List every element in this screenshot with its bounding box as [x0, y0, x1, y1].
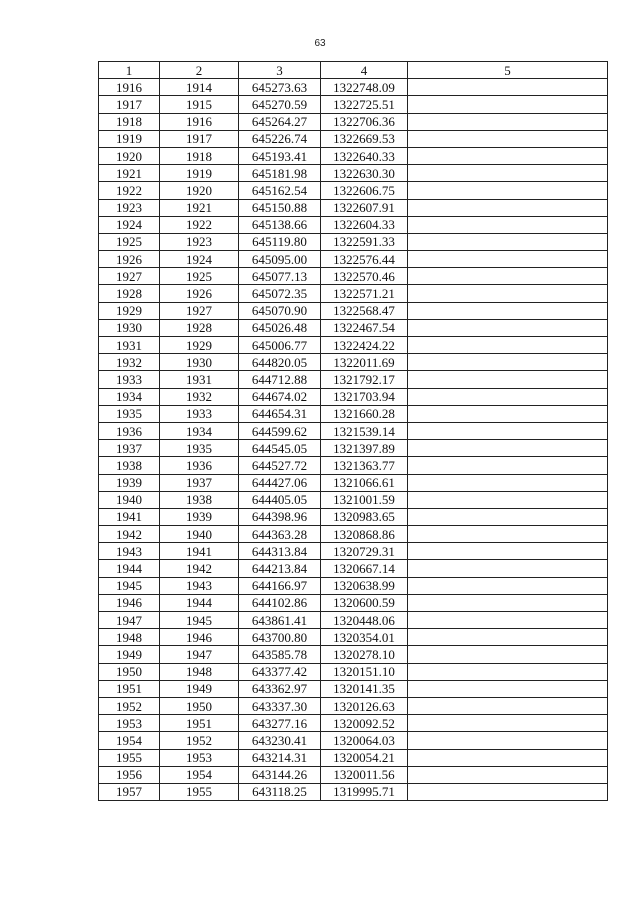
table-row: [99, 165, 608, 182]
table-cell-col-5: [408, 216, 608, 233]
table-cell-col-4: 1319995.71: [321, 783, 408, 800]
column-header-4: 4: [321, 62, 408, 79]
table-cell-col-3: 645077.13: [239, 268, 321, 285]
table-cell-col-1: 1949: [99, 646, 160, 663]
table-row: [99, 560, 608, 577]
table-cell-col-4: 1320011.56: [321, 766, 408, 783]
table-cell-col-4: 1322669.53: [321, 130, 408, 147]
table-cell-col-4: 1320667.14: [321, 560, 408, 577]
table-cell-col-1: 1922: [99, 182, 160, 199]
table-cell-col-3: 645264.27: [239, 113, 321, 130]
table-cell-col-2: 1944: [160, 594, 239, 611]
table-cell-col-5: [408, 766, 608, 783]
table-cell-col-3: 644102.86: [239, 594, 321, 611]
table-row: [99, 337, 608, 354]
table-cell-col-4: 1321363.77: [321, 457, 408, 474]
table-cell-col-2: 1914: [160, 79, 239, 96]
table-cell-col-1: 1918: [99, 113, 160, 130]
table-cell-col-5: [408, 285, 608, 302]
table-cell-col-3: 644545.05: [239, 440, 321, 457]
table-row: [99, 268, 608, 285]
table-cell-col-4: 1320092.52: [321, 715, 408, 732]
table-cell-col-5: [408, 233, 608, 250]
column-header-1: 1: [99, 62, 160, 79]
table-row: [99, 319, 608, 336]
table-cell-col-1: 1957: [99, 783, 160, 800]
table-cell-col-3: 645119.80: [239, 233, 321, 250]
table-cell-col-3: 643861.41: [239, 612, 321, 629]
table-row: [99, 354, 608, 371]
table-cell-col-4: 1322630.30: [321, 165, 408, 182]
table-cell-col-2: 1918: [160, 147, 239, 164]
table-cell-col-4: 1322571.21: [321, 285, 408, 302]
table-row: [99, 646, 608, 663]
table-cell-col-3: 645006.77: [239, 337, 321, 354]
table-cell-col-4: 1321792.17: [321, 371, 408, 388]
table-cell-col-4: 1320141.35: [321, 680, 408, 697]
table-cell-col-2: 1934: [160, 422, 239, 439]
table-cell-col-2: 1919: [160, 165, 239, 182]
table-cell-col-5: [408, 697, 608, 714]
table-cell-col-4: 1322568.47: [321, 302, 408, 319]
table-cell-col-5: [408, 79, 608, 96]
table-cell-col-2: 1945: [160, 612, 239, 629]
table-cell-col-5: [408, 268, 608, 285]
table-cell-col-5: [408, 440, 608, 457]
table-cell-col-5: [408, 405, 608, 422]
table-row: [99, 147, 608, 164]
table-row: [99, 440, 608, 457]
table-cell-col-1: 1927: [99, 268, 160, 285]
table-cell-col-1: 1933: [99, 371, 160, 388]
table-cell-col-5: [408, 663, 608, 680]
table-row: [99, 612, 608, 629]
table-cell-col-4: 1322606.75: [321, 182, 408, 199]
table-cell-col-3: 643214.31: [239, 749, 321, 766]
table-cell-col-3: 644363.28: [239, 526, 321, 543]
table-cell-col-4: 1322011.69: [321, 354, 408, 371]
table-cell-col-5: [408, 371, 608, 388]
table-cell-col-3: 643277.16: [239, 715, 321, 732]
table-cell-col-4: 1321703.94: [321, 388, 408, 405]
table-cell-col-2: 1916: [160, 113, 239, 130]
table-cell-col-3: 644820.05: [239, 354, 321, 371]
table-cell-col-3: 644674.02: [239, 388, 321, 405]
table-cell-col-2: 1923: [160, 233, 239, 250]
table-cell-col-5: [408, 629, 608, 646]
table-cell-col-3: 644213.84: [239, 560, 321, 577]
table-row: [99, 371, 608, 388]
table-cell-col-1: 1947: [99, 612, 160, 629]
table-cell-col-4: 1322424.22: [321, 337, 408, 354]
page-number: 63: [314, 38, 326, 49]
table-row: [99, 302, 608, 319]
table-row: [99, 577, 608, 594]
table-cell-col-4: 1320638.99: [321, 577, 408, 594]
table-cell-col-2: 1940: [160, 526, 239, 543]
table-cell-col-3: 645273.63: [239, 79, 321, 96]
table-cell-col-5: [408, 594, 608, 611]
table-cell-col-2: 1952: [160, 732, 239, 749]
table-cell-col-1: 1952: [99, 697, 160, 714]
table-cell-col-3: 644166.97: [239, 577, 321, 594]
table-cell-col-4: 1322607.91: [321, 199, 408, 216]
table-cell-col-5: [408, 388, 608, 405]
table-cell-col-5: [408, 526, 608, 543]
table-cell-col-1: 1940: [99, 491, 160, 508]
table-cell-col-4: 1322640.33: [321, 147, 408, 164]
table-row: [99, 182, 608, 199]
table-cell-col-3: 644427.06: [239, 474, 321, 491]
table-cell-col-5: [408, 147, 608, 164]
table-cell-col-2: 1955: [160, 783, 239, 800]
table-cell-col-3: 643118.25: [239, 783, 321, 800]
table-cell-col-5: [408, 715, 608, 732]
table-cell-col-5: [408, 474, 608, 491]
table-cell-col-4: 1321397.89: [321, 440, 408, 457]
table-cell-col-5: [408, 560, 608, 577]
table-cell-col-4: 1320126.63: [321, 697, 408, 714]
column-header-5: 5: [408, 62, 608, 79]
table-cell-col-1: 1953: [99, 715, 160, 732]
table-cell-col-1: 1916: [99, 79, 160, 96]
table-cell-col-1: 1950: [99, 663, 160, 680]
table-cell-col-1: 1942: [99, 526, 160, 543]
table-cell-col-1: 1955: [99, 749, 160, 766]
table-cell-col-1: 1943: [99, 543, 160, 560]
table-cell-col-4: 1322467.54: [321, 319, 408, 336]
table-row: [99, 285, 608, 302]
table-cell-col-2: 1931: [160, 371, 239, 388]
table-cell-col-1: 1951: [99, 680, 160, 697]
table-row: [99, 233, 608, 250]
table-row: [99, 508, 608, 525]
table-row: [99, 783, 608, 800]
table-cell-col-5: [408, 732, 608, 749]
table-cell-col-1: 1945: [99, 577, 160, 594]
table-cell-col-3: 645162.54: [239, 182, 321, 199]
table-cell-col-1: 1935: [99, 405, 160, 422]
table-cell-col-2: 1937: [160, 474, 239, 491]
table-cell-col-3: 643362.97: [239, 680, 321, 697]
table-cell-col-2: 1920: [160, 182, 239, 199]
table-cell-col-2: 1951: [160, 715, 239, 732]
table-row: [99, 629, 608, 646]
table-cell-col-2: 1954: [160, 766, 239, 783]
table-cell-col-2: 1927: [160, 302, 239, 319]
table-cell-col-3: 645072.35: [239, 285, 321, 302]
table-cell-col-4: 1322570.46: [321, 268, 408, 285]
table-cell-col-5: [408, 457, 608, 474]
table-cell-col-1: 1939: [99, 474, 160, 491]
table-cell-col-4: 1322576.44: [321, 251, 408, 268]
table-cell-col-2: 1953: [160, 749, 239, 766]
table-cell-col-5: [408, 577, 608, 594]
table-cell-col-5: [408, 612, 608, 629]
table-cell-col-1: 1924: [99, 216, 160, 233]
table-cell-col-5: [408, 302, 608, 319]
table-row: [99, 663, 608, 680]
table-cell-col-3: 644405.05: [239, 491, 321, 508]
table-row: [99, 491, 608, 508]
table-cell-col-3: 644654.31: [239, 405, 321, 422]
table-cell-col-2: 1917: [160, 130, 239, 147]
coordinates-table: [98, 61, 608, 801]
table-row: [99, 79, 608, 96]
table-cell-col-1: 1934: [99, 388, 160, 405]
table-cell-col-2: 1915: [160, 96, 239, 113]
table-cell-col-4: 1320151.10: [321, 663, 408, 680]
table-cell-col-5: [408, 165, 608, 182]
table-row: [99, 543, 608, 560]
table-cell-col-4: 1320054.21: [321, 749, 408, 766]
table-cell-col-1: 1946: [99, 594, 160, 611]
table-cell-col-3: 643377.42: [239, 663, 321, 680]
table-body: [99, 79, 608, 801]
table-cell-col-4: 1322604.33: [321, 216, 408, 233]
table-cell-col-1: 1929: [99, 302, 160, 319]
table-cell-col-4: 1322706.36: [321, 113, 408, 130]
table-cell-col-5: [408, 199, 608, 216]
table-cell-col-5: [408, 251, 608, 268]
table-cell-col-2: 1947: [160, 646, 239, 663]
table-cell-col-3: 643337.30: [239, 697, 321, 714]
table-cell-col-2: 1941: [160, 543, 239, 560]
table-cell-col-4: 1320729.31: [321, 543, 408, 560]
table-cell-col-2: 1921: [160, 199, 239, 216]
table-cell-col-1: 1944: [99, 560, 160, 577]
table-cell-col-3: 645026.48: [239, 319, 321, 336]
table-row: [99, 526, 608, 543]
table-cell-col-4: 1320600.59: [321, 594, 408, 611]
table-cell-col-3: 643144.26: [239, 766, 321, 783]
table-row: [99, 715, 608, 732]
table-row: [99, 113, 608, 130]
table-row: [99, 388, 608, 405]
table-cell-col-2: 1949: [160, 680, 239, 697]
table-cell-col-2: 1925: [160, 268, 239, 285]
table-cell-col-3: 644712.88: [239, 371, 321, 388]
table-cell-col-4: 1320278.10: [321, 646, 408, 663]
table-cell-col-2: 1938: [160, 491, 239, 508]
table-cell-col-5: [408, 113, 608, 130]
table-cell-col-2: 1929: [160, 337, 239, 354]
table-cell-col-2: 1935: [160, 440, 239, 457]
table-cell-col-4: 1322591.33: [321, 233, 408, 250]
table-cell-col-5: [408, 182, 608, 199]
table-cell-col-1: 1920: [99, 147, 160, 164]
table-cell-col-4: 1320354.01: [321, 629, 408, 646]
table-row: [99, 251, 608, 268]
table-cell-col-2: 1939: [160, 508, 239, 525]
table-cell-col-2: 1926: [160, 285, 239, 302]
table-row: [99, 749, 608, 766]
table-cell-col-5: [408, 508, 608, 525]
table-row: [99, 199, 608, 216]
table-cell-col-3: 645193.41: [239, 147, 321, 164]
table-cell-col-2: 1946: [160, 629, 239, 646]
table-cell-col-5: [408, 96, 608, 113]
table-cell-col-4: 1321539.14: [321, 422, 408, 439]
table-cell-col-1: 1932: [99, 354, 160, 371]
table-cell-col-1: 1937: [99, 440, 160, 457]
table-row: [99, 96, 608, 113]
table-cell-col-3: 644527.72: [239, 457, 321, 474]
table-cell-col-3: 645095.00: [239, 251, 321, 268]
table-cell-col-1: 1923: [99, 199, 160, 216]
table-cell-col-3: 644599.62: [239, 422, 321, 439]
table-cell-col-4: 1321001.59: [321, 491, 408, 508]
table-header-row: [99, 62, 608, 79]
table-cell-col-1: 1936: [99, 422, 160, 439]
table-cell-col-4: 1320448.06: [321, 612, 408, 629]
table-cell-col-2: 1942: [160, 560, 239, 577]
table-cell-col-2: 1932: [160, 388, 239, 405]
table-cell-col-1: 1941: [99, 508, 160, 525]
table-cell-col-2: 1930: [160, 354, 239, 371]
table-cell-col-1: 1921: [99, 165, 160, 182]
table-cell-col-3: 645138.66: [239, 216, 321, 233]
table-cell-col-2: 1924: [160, 251, 239, 268]
table-cell-col-5: [408, 130, 608, 147]
table-cell-col-4: 1322725.51: [321, 96, 408, 113]
table-cell-col-1: 1919: [99, 130, 160, 147]
table-row: [99, 766, 608, 783]
table-cell-col-3: 645070.90: [239, 302, 321, 319]
table-cell-col-3: 645270.59: [239, 96, 321, 113]
table-cell-col-3: 645150.88: [239, 199, 321, 216]
table-cell-col-5: [408, 646, 608, 663]
table-cell-col-4: 1320983.65: [321, 508, 408, 525]
table-cell-col-4: 1322748.09: [321, 79, 408, 96]
table-cell-col-3: 643700.80: [239, 629, 321, 646]
column-header-2: 2: [160, 62, 239, 79]
table-row: [99, 732, 608, 749]
table-cell-col-1: 1925: [99, 233, 160, 250]
column-header-3: 3: [239, 62, 321, 79]
table-cell-col-5: [408, 337, 608, 354]
table-cell-col-5: [408, 422, 608, 439]
table-cell-col-1: 1938: [99, 457, 160, 474]
table-cell-col-5: [408, 354, 608, 371]
table-row: [99, 594, 608, 611]
table-cell-col-2: 1948: [160, 663, 239, 680]
table-row: [99, 130, 608, 147]
table-cell-col-1: 1931: [99, 337, 160, 354]
table-cell-col-2: 1950: [160, 697, 239, 714]
table-row: [99, 680, 608, 697]
table-cell-col-3: 645226.74: [239, 130, 321, 147]
table-cell-col-3: 645181.98: [239, 165, 321, 182]
table-cell-col-2: 1922: [160, 216, 239, 233]
table-cell-col-3: 644398.96: [239, 508, 321, 525]
table-cell-col-2: 1943: [160, 577, 239, 594]
table-cell-col-1: 1954: [99, 732, 160, 749]
table-cell-col-3: 644313.84: [239, 543, 321, 560]
table-cell-col-1: 1928: [99, 285, 160, 302]
table-cell-col-3: 643230.41: [239, 732, 321, 749]
table-cell-col-5: [408, 319, 608, 336]
table-cell-col-2: 1928: [160, 319, 239, 336]
table-cell-col-2: 1933: [160, 405, 239, 422]
table-cell-col-5: [408, 749, 608, 766]
table-cell-col-2: 1936: [160, 457, 239, 474]
table-row: [99, 422, 608, 439]
table-row: [99, 405, 608, 422]
table-cell-col-5: [408, 543, 608, 560]
table-cell-col-5: [408, 680, 608, 697]
table-cell-col-4: 1321066.61: [321, 474, 408, 491]
table-row: [99, 697, 608, 714]
table-cell-col-5: [408, 783, 608, 800]
table-row: [99, 457, 608, 474]
table-cell-col-4: 1321660.28: [321, 405, 408, 422]
table-cell-col-1: 1917: [99, 96, 160, 113]
table-cell-col-4: 1320064.03: [321, 732, 408, 749]
table-cell-col-4: 1320868.86: [321, 526, 408, 543]
table-cell-col-1: 1956: [99, 766, 160, 783]
table-cell-col-3: 643585.78: [239, 646, 321, 663]
table-cell-col-1: 1930: [99, 319, 160, 336]
table-cell-col-1: 1948: [99, 629, 160, 646]
table-row: [99, 474, 608, 491]
table-cell-col-1: 1926: [99, 251, 160, 268]
table-row: [99, 216, 608, 233]
table-cell-col-5: [408, 491, 608, 508]
